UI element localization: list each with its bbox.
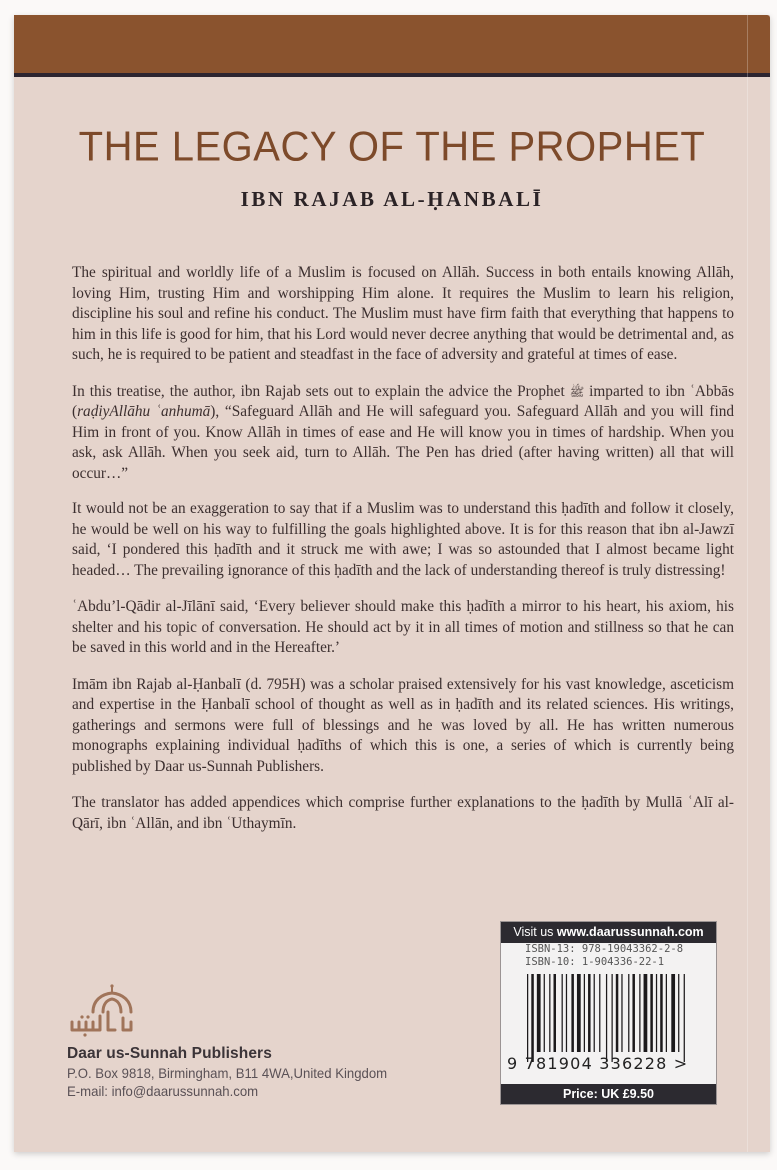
blurb-paragraph-4: ʿAbdu’l-Qādir al-Jīlānī said, ‘Every believer should make this ḥadīth a mirror to his heart, his axiom, his shelter and his topic of conversation. He should act by it in all times of motion and stillness so that he can be saved in this world and in the Hereafter.’ <box>72 598 734 656</box>
blurb-paragraph-6: The translator has added appendices which comprise further explanations to the ḥadīth by Mullā ʿAlī al-Qārī, ibn ʿAllān, and ibn ʿUthaymīn. <box>72 794 734 832</box>
barcode-bar <box>684 974 685 1062</box>
blurb-paragraph-5: Imām ibn Rajab al-Ḥanbalī (d. 795H) was a scholar praised extensively for his vast knowledge, asceticism and expertise in the Ḥanbalī school of thought as well as in ḥadīth and its related sciences. His writings, gatherings and sermons were full of blessings and he was loved by all. He has written numerous monographs explaining individual ḥadīths of which this is one, a series of which is currently being published by Daar us-Sunnah Publishers. <box>72 675 734 775</box>
book-title: THE LEGACY OF THE PROPHET <box>78 123 706 171</box>
barcode-bar <box>639 974 640 1052</box>
blurb-paragraph-2 <box>72 382 734 485</box>
barcode-bar <box>666 974 667 1052</box>
blurb <box>72 263 734 850</box>
isbn-13: ISBN-13: 978-19043362-2-8 <box>525 943 684 955</box>
barcode-bar <box>566 974 567 1052</box>
publisher-address: P.O. Box 9818, Birmingham, B11 4WA,United Kingdom <box>67 1065 388 1081</box>
book-back-cover <box>14 15 770 1152</box>
barcode-bar <box>612 974 613 1062</box>
salutation-symbol-icon: ﷺ <box>569 384 585 399</box>
barcode-bar <box>671 974 675 1052</box>
barcode-bar <box>650 974 653 1052</box>
daar-us-sunnah-logo-icon <box>68 982 140 1042</box>
barcode-bar <box>660 974 663 1052</box>
barcode-bar <box>584 974 585 1052</box>
price-label: Price: UK £9.50 <box>501 1084 716 1104</box>
barcode-bar <box>571 974 574 1052</box>
blurb-paragraph-1: The spiritual and worldly life of a Muslim is focused on Allāh. Success in both entails knowing Allāh, loving Him, trusting Him and worshipping Him alone. It requires the Muslim to learn his religion, discipline his soul and refine his conduct. The Muslim must have firm faith that everything that happens to him in this life is good for him, that his Lord would never decree anything that would be detrimental and, as such, he is required to be patient and steadfast in the face of adversity and grateful at times of ease. <box>72 264 734 363</box>
barcode-bar <box>588 974 591 1052</box>
barcode-bar <box>599 974 600 1052</box>
website-banner <box>501 922 716 943</box>
barcode-bar <box>544 974 545 1052</box>
book-author: IBN RAJAB AL-ḤANBALĪ <box>240 187 544 211</box>
barcode-bar <box>531 974 534 1062</box>
barcode-bar <box>678 974 679 1052</box>
barcode-bar <box>616 974 619 1052</box>
barcode-bar <box>527 974 528 1062</box>
barcode-bar <box>594 974 595 1052</box>
barcode-bar <box>549 974 550 1052</box>
barcode-bar <box>644 974 648 1052</box>
blurb-paragraph-3: It would not be an exaggeration to say that if a Muslim was to understand this ḥadīth and follow it closely, he would be well on his way to fulfilling the goals highlighted above. It is for this reason that ibn al-Jawzī said, ‘I pondered this ḥadīth and it struck me with awe; I was so astounded that I almost became light headed… The prevailing ignorance of this ḥadīth and the lack of understanding thereof is truly distressing! <box>72 500 734 579</box>
barcode-bar <box>577 974 581 1052</box>
barcode-bar <box>554 974 557 1052</box>
barcode-icon <box>525 974 695 1062</box>
cover-crease <box>747 15 748 1152</box>
blurb-italic-text: raḍiyAllāhu ʿanhumā <box>77 403 211 420</box>
blurb-text: imparted to ibn ʿAbbās ( <box>72 382 735 420</box>
visit-label: Visit us <box>513 925 557 939</box>
barcode-bar <box>632 974 635 1052</box>
barcode-digits: 9 781904 336228 > <box>507 1054 689 1073</box>
barcode-bar <box>562 974 563 1052</box>
barcode-bar <box>537 974 541 1052</box>
publisher-email: E-mail: info@daarussunnah.com <box>67 1083 259 1099</box>
publisher-name: Daar us-Sunnah Publishers <box>67 1045 272 1062</box>
barcode-bar <box>606 974 607 1062</box>
isbn-10: ISBN-10: 1-904336-22-1 <box>525 956 665 968</box>
website-url: www.daarussunnah.com <box>556 925 704 939</box>
barcode-bar <box>621 974 622 1052</box>
band-divider-line <box>14 73 770 77</box>
barcode-bar <box>628 974 629 1052</box>
publisher-info <box>67 1045 408 1099</box>
top-color-band <box>14 15 770 73</box>
barcode-panel <box>500 921 717 1105</box>
barcode-bar <box>656 974 657 1052</box>
blurb-text: ), “Safeguard Allāh and He will safeguard you. Safeguard Allāh and you will find Him in front of you. Know Allāh in times of ease and He will know you in times of hardship. When you ask, ask Allāh. When you seek aid, turn to Allāh. The Pen has dried (after having written) all that will occur…” <box>72 403 734 482</box>
blurb-text: In this treatise, the author, ibn Rajab sets out to explain the advice the Prophet <box>72 382 565 400</box>
